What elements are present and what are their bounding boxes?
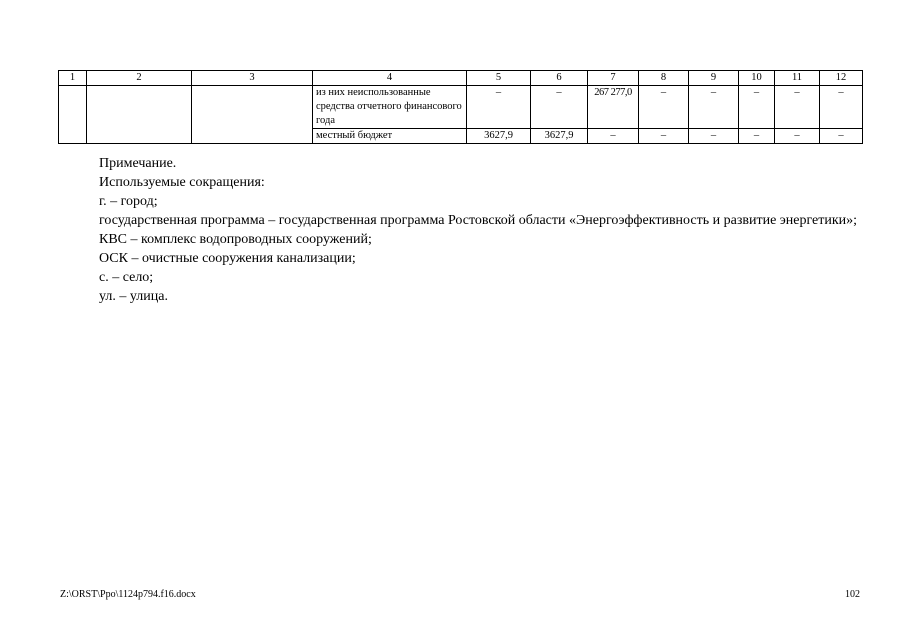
table-cell: – bbox=[739, 129, 775, 144]
header-cell: 12 bbox=[820, 71, 863, 86]
row-label-unused-funds: из них неиспользованные средства отчетного финансового года bbox=[313, 86, 467, 129]
header-cell: 5 bbox=[467, 71, 531, 86]
abbreviation-item: ОСК – очистные сооружения канализации; bbox=[99, 251, 356, 266]
table-header-row bbox=[59, 71, 863, 86]
notes-section bbox=[60, 154, 860, 306]
file-path: Z:\ORST\Ppo\1124p794.f16.docx bbox=[60, 589, 196, 600]
page-number: 102 bbox=[845, 589, 860, 600]
table-cell: – bbox=[639, 86, 689, 129]
table-cell-empty bbox=[59, 86, 87, 144]
header-cell: 4 bbox=[313, 71, 467, 86]
table-row bbox=[59, 86, 863, 129]
header-cell: 6 bbox=[531, 71, 588, 86]
table-cell-empty bbox=[192, 86, 313, 144]
table-cell: – bbox=[775, 129, 820, 144]
header-cell: 11 bbox=[775, 71, 820, 86]
header-cell: 1 bbox=[59, 71, 87, 86]
table-cell: – bbox=[467, 86, 531, 129]
table-cell: 3627,9 bbox=[531, 129, 588, 144]
table-cell: – bbox=[820, 129, 863, 144]
header-cell: 8 bbox=[639, 71, 689, 86]
table-cell: – bbox=[588, 129, 639, 144]
header-cell: 10 bbox=[739, 71, 775, 86]
table-cell: – bbox=[689, 86, 739, 129]
abbreviations-heading: Используемые сокращения: bbox=[99, 175, 265, 190]
table-cell: – bbox=[639, 129, 689, 144]
header-cell: 9 bbox=[689, 71, 739, 86]
table-cell: – bbox=[739, 86, 775, 129]
abbreviation-item: государственная программа – государственная программа Ростовской области «Энергоэффективность и развитие энергетики»; bbox=[99, 213, 858, 228]
table-cell-empty bbox=[87, 86, 192, 144]
header-cell: 2 bbox=[87, 71, 192, 86]
table-cell: 267 277,0 bbox=[588, 86, 639, 129]
abbreviation-item: с. – село; bbox=[99, 270, 154, 285]
header-cell: 3 bbox=[192, 71, 313, 86]
table-cell: – bbox=[775, 86, 820, 129]
notes-title: Примечание. bbox=[99, 156, 177, 171]
table-cell: – bbox=[689, 129, 739, 144]
table-cell: – bbox=[531, 86, 588, 129]
table-cell: 3627,9 bbox=[467, 129, 531, 144]
row-label-local-budget: местный бюджет bbox=[313, 129, 467, 144]
budget-table bbox=[58, 70, 863, 144]
table-cell: – bbox=[820, 86, 863, 129]
header-cell: 7 bbox=[588, 71, 639, 86]
abbreviation-item: г. – город; bbox=[99, 194, 158, 209]
abbreviation-item: ул. – улица. bbox=[99, 289, 168, 304]
abbreviation-item: КВС – комплекс водопроводных сооружений; bbox=[99, 232, 372, 247]
